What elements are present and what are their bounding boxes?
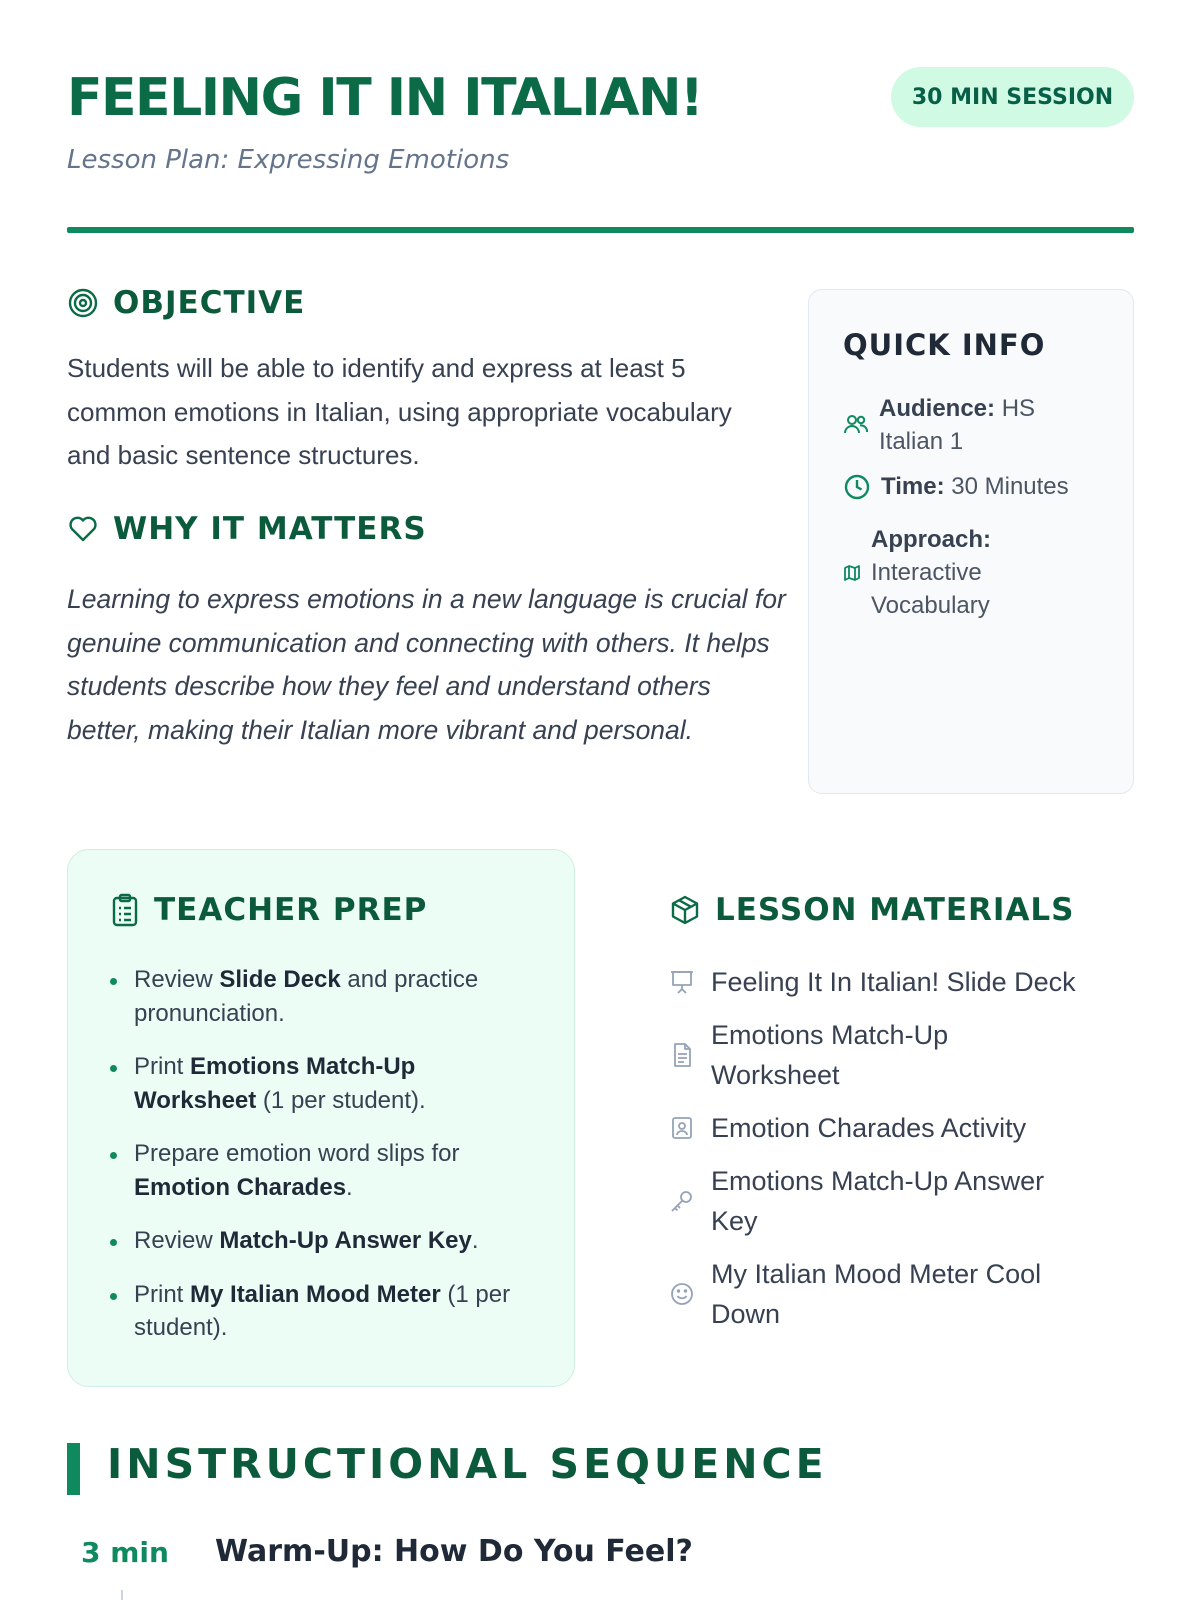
teacher-prep-heading <box>110 892 427 928</box>
time-label: Time: <box>881 473 945 500</box>
smile-icon <box>669 1281 695 1307</box>
teacher-prep-card <box>67 849 575 1387</box>
users-icon <box>843 412 869 438</box>
map-icon <box>843 564 861 582</box>
list-item[interactable] <box>669 1254 1129 1334</box>
step-title: Warm-Up: How Do You Feel? <box>215 1534 693 1569</box>
list-item[interactable] <box>669 1015 1129 1095</box>
objective-text: Students will be able to identify and express at least 5 common emotions in Italian, using appropriate vocabulary and basic sentence structures. <box>67 353 732 470</box>
teacher-prep-list <box>110 963 540 1365</box>
step-time: 3 min <box>81 1536 169 1569</box>
quick-info-heading: QUICK INFO <box>843 328 1046 362</box>
why-heading <box>67 511 427 547</box>
sequence-accent-bar <box>67 1443 80 1495</box>
presentation-icon <box>669 969 695 995</box>
contact-card-icon <box>669 1115 695 1141</box>
quick-info-card <box>808 289 1134 794</box>
why-text: Learning to express emotions in a new language is crucial for genuine communication and connecting with others. It helps students describe how they feel and understand others better, making their Italian more vibrant and personal. <box>67 584 786 745</box>
lesson-materials-list <box>669 962 1129 1347</box>
timeline-connector <box>121 1590 123 1600</box>
list-item[interactable] <box>669 1161 1129 1241</box>
quick-info-approach <box>843 523 1103 622</box>
audience-label: Audience: <box>879 395 996 422</box>
key-icon <box>669 1188 695 1214</box>
page-subtitle: Lesson Plan: Expressing Emotions <box>67 145 510 175</box>
quick-info-time <box>843 470 1069 503</box>
list-item[interactable] <box>669 962 1129 1002</box>
material-label: My Italian Mood Meter Cool Down <box>711 1259 1042 1329</box>
approach-label: Approach: <box>871 526 991 553</box>
quick-info-audience <box>843 392 1103 458</box>
header-divider <box>67 227 1134 233</box>
session-badge: 30 MIN SESSION <box>891 67 1134 127</box>
sequence-heading: INSTRUCTIONAL SEQUENCE <box>107 1440 828 1488</box>
lesson-materials-heading-label: LESSON MATERIALS <box>715 892 1075 928</box>
material-label: Emotion Charades Activity <box>711 1113 1027 1143</box>
list-item: Review Slide Deck and practice pronunciation. <box>110 963 540 1030</box>
list-item: Print My Italian Mood Meter (1 per student). <box>110 1278 540 1345</box>
package-icon <box>669 894 701 926</box>
objective-heading <box>67 285 305 321</box>
audience-value: HS Italian 1 <box>879 395 1036 455</box>
target-icon <box>67 287 99 319</box>
time-value: 30 Minutes <box>951 473 1069 500</box>
clipboard-icon <box>110 893 140 927</box>
document-icon <box>669 1042 695 1068</box>
teacher-prep-heading-label: TEACHER PREP <box>154 892 428 928</box>
list-item: Print Emotions Match-Up Worksheet (1 per student). <box>110 1050 540 1117</box>
material-label: Feeling It In Italian! Slide Deck <box>711 967 1076 997</box>
approach-value: Interactive Vocabulary <box>871 559 990 619</box>
lesson-materials-heading <box>669 892 1075 928</box>
list-item[interactable] <box>669 1108 1129 1148</box>
heart-icon <box>67 513 99 545</box>
objective-heading-label: OBJECTIVE <box>113 285 306 321</box>
why-heading-label: WHY IT MATTERS <box>113 511 427 547</box>
list-item: Prepare emotion word slips for Emotion Charades. <box>110 1137 540 1204</box>
page-title: FEELING IT IN ITALIAN! <box>67 68 703 128</box>
material-label: Emotions Match-Up Worksheet <box>711 1020 949 1090</box>
material-label: Emotions Match-Up Answer Key <box>711 1166 1045 1236</box>
list-item: Review Match-Up Answer Key. <box>110 1224 540 1258</box>
clock-icon <box>843 473 871 501</box>
